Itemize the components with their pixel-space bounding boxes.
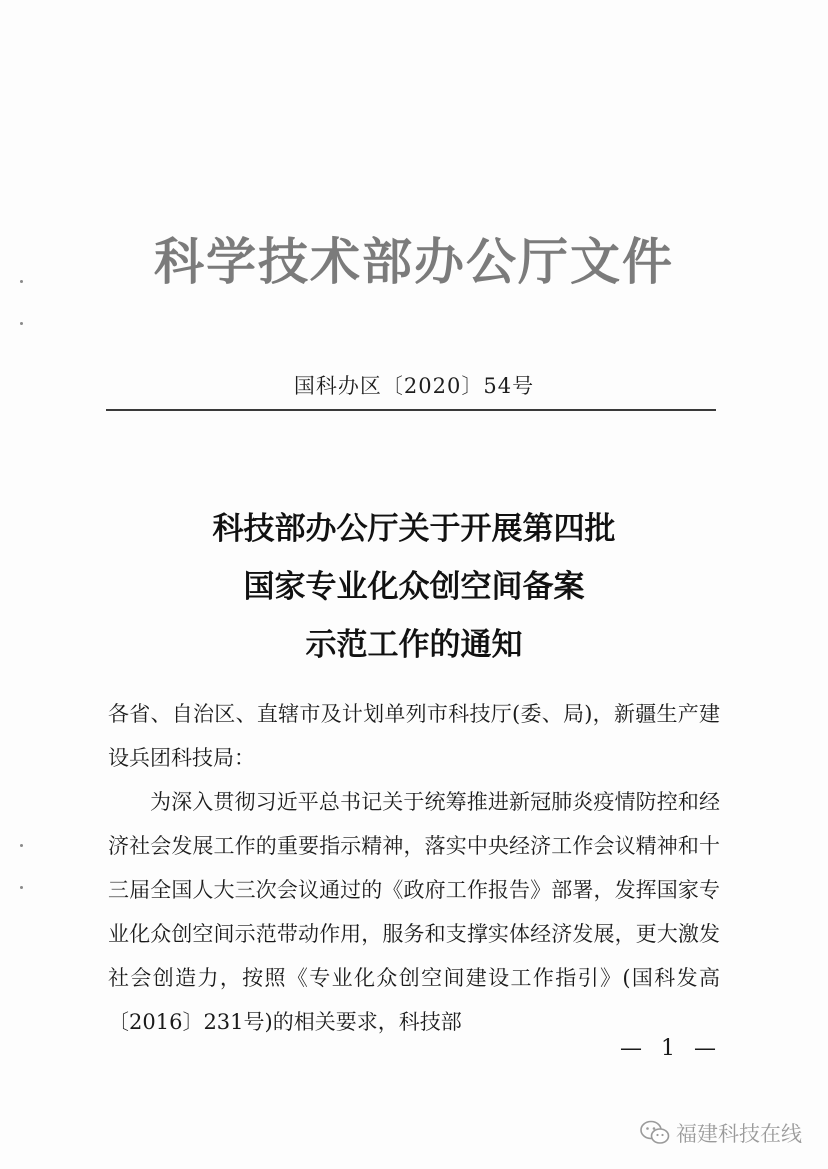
document-title [0,500,828,674]
page-number: — 1 — [620,1036,722,1061]
title-line-3: 示范工作的通知 [305,627,523,663]
title-line-1: 科技部办公厅关于开展第四批 [212,511,616,547]
watermark-text: 福建科技在线 [676,1122,802,1146]
document-number: 国科办区〔2020〕54号 [293,374,535,398]
header-divider [106,409,716,411]
source-watermark [640,1118,802,1148]
document-header: 科学技术部办公厅文件 [154,233,674,291]
addressee: 各省、自治区、直辖市及计划单列市科技厅(委、局)，新疆生产建设兵团科技局： [108,702,720,770]
body-paragraph: 为深入贯彻习近平总书记关于统筹推进新冠肺炎疫情防控和经济社会发展工作的重要指示精神，落实中央经济工作会议精神和十三届全国人大三次会议通过的《政府工作报告》部署，发挥国家专业化众创空间示范带动作用，服务和支撑实体经济发展，更大激发社会创造力，按照《专业化众创空间建设工作指引》(国科发高〔2016〕231号)的相关要求，科技部 [108,790,720,1034]
title-line-2: 国家专业化众创空间备案 [243,569,585,605]
scan-mark [20,844,23,847]
scan-mark [20,322,23,325]
scan-mark [20,886,23,889]
document-body [108,692,720,1044]
wechat-icon [640,1120,670,1146]
